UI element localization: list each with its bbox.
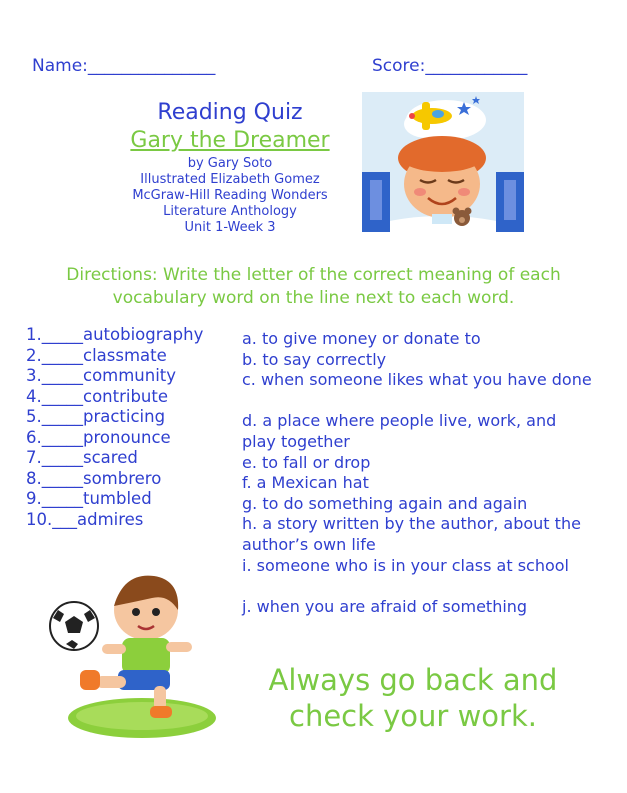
credit-publisher: McGraw-Hill Reading Wonders [132,188,328,203]
definition-g: g. to do something again and again [242,493,528,513]
vocab-item-9[interactable]: 9._____tumbled [26,489,152,508]
definition-i: i. someone who is in your class at school [242,555,569,575]
credit-unit: Unit 1-Week 3 [184,220,276,235]
soccer-ball-icon [50,602,98,650]
name-field[interactable]: Name:_______________ [32,56,216,76]
definition-j: j. when you are afraid of something [242,596,528,616]
credit-illustrator: Illustrated Elizabeth Gomez [140,172,320,187]
definition-d: d. a place where people live, work, and play together [242,411,557,451]
quiz-title: Reading Quiz [157,100,303,125]
vocab-item-5[interactable]: 5._____practicing [26,407,166,426]
soccer-boy-illustration [46,570,216,742]
credit-anthology: Literature Anthology [163,204,297,219]
vocab-item-7[interactable]: 7._____scared [26,448,138,467]
reminder-text: Always go back and check your work. [268,663,558,733]
directions-text: Directions: Write the letter of the correct meaning of each vocabulary word on the line next to each word. [66,265,561,308]
definition-f: f. a Mexican hat [242,473,369,493]
vocab-item-6[interactable]: 6._____pronounce [26,427,171,447]
vocab-item-8[interactable]: 8._____sombrero [26,468,162,488]
vocab-item-3[interactable]: 3._____community [26,366,177,385]
definition-e: e. to fall or drop [242,452,371,472]
dreaming-boy-illustration [362,92,524,252]
score-field[interactable]: Score:____________ [372,56,528,76]
definition-h: h. a story written by the author, about the author’s own life [242,514,581,554]
definition-a: a. to give money or donate to [242,329,481,348]
definition-b: b. to say correctly [242,349,387,369]
vocab-item-2[interactable]: 2._____classmate [26,345,167,365]
vocab-item-1[interactable]: 1._____autobiography [26,325,204,344]
story-title: Gary the Dreamer [130,128,330,153]
vocab-item-4[interactable]: 4._____contribute [26,386,169,406]
credit-author: by Gary Soto [187,156,273,171]
definition-c: c. when someone likes what you have done [242,370,592,390]
vocab-item-10[interactable]: 10.___admires [26,509,144,529]
